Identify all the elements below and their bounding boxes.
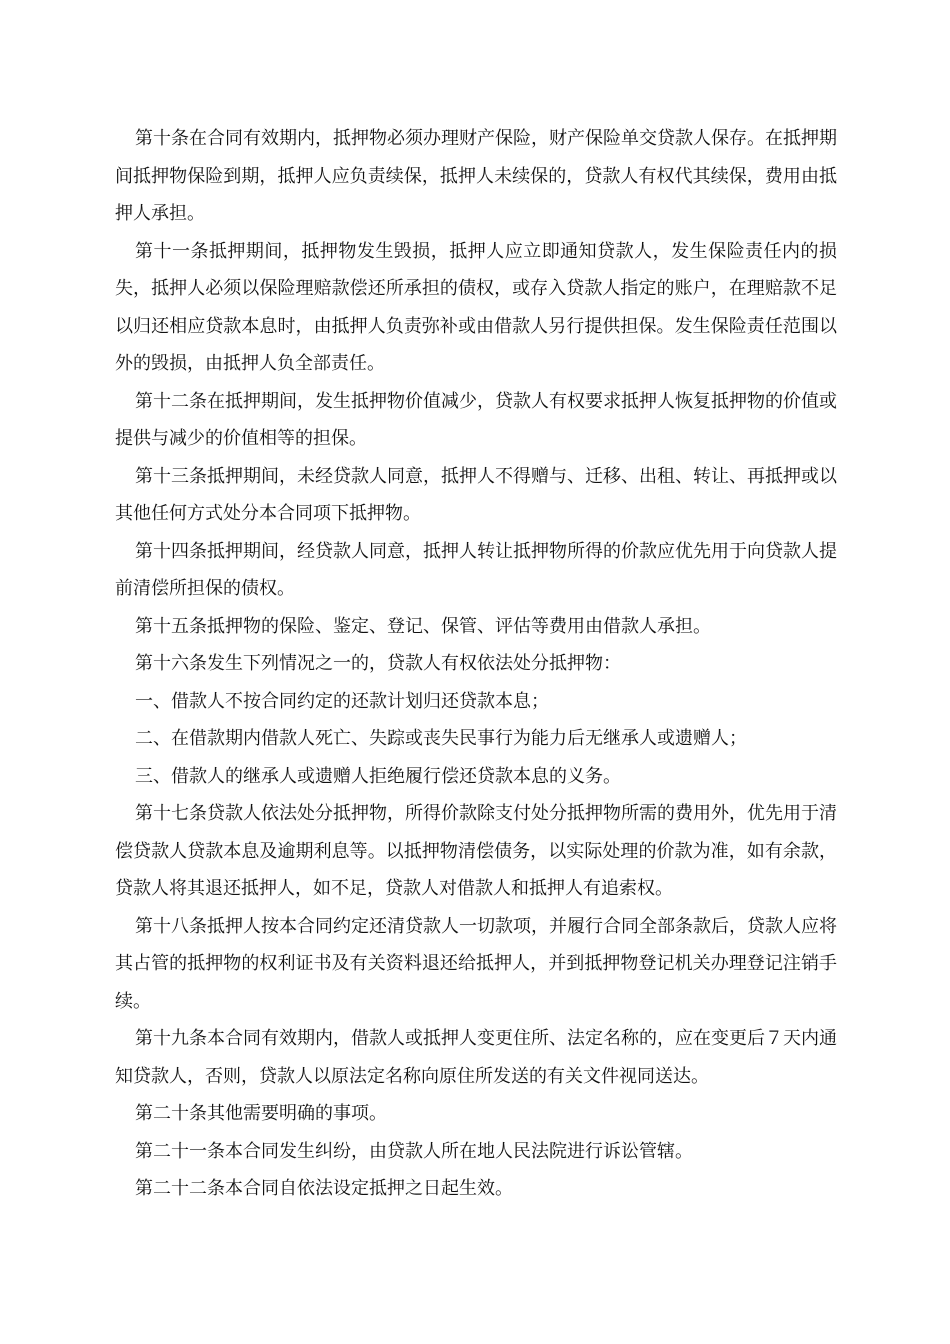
clause-11-paragraph: 第十一条抵押期间，抵押物发生毁损，抵押人应立即通知贷款人，发生保险责任内的损失，抵押人必须以保险理赔款偿还所承担的债权，或存入贷款人指定的账户，在理赔款不足以归还相应贷款本息时，由抵押人负责弥补或由借款人另行提供担保。发生保险责任范围以外的毁损，由抵押人负全部责任。 <box>115 240 837 374</box>
clause-22-paragraph: 第二十二条本合同自依法设定抵押之日起生效。 <box>135 1178 513 1199</box>
clause-12-paragraph: 第十二条在抵押期间，发生抵押物价值减少，贷款人有权要求抵押人恢复抵押物的价值或提供与减少的价值相等的担保。 <box>115 390 837 449</box>
clause-14-paragraph: 第十四条抵押期间，经贷款人同意，抵押人转让抵押物所得的价款应优先用于向贷款人提前清偿所担保的债权。 <box>115 540 837 599</box>
clause-16-item-3: 三、借款人的继承人或遗赠人拒绝履行偿还贷款本息的义务。 <box>135 765 621 787</box>
clause-16-item-1: 一、借款人不按合同约定的还款计划归还贷款本息； <box>135 690 549 712</box>
clause-19-paragraph: 第十九条本合同有效期内，借款人或抵押人变更住所、法定名称的，应在变更后７天内通知贷款人，否则，贷款人以原法定名称向原住所发送的有关文件视同送达。 <box>115 1028 837 1087</box>
document-body <box>115 120 837 1208</box>
clause-15-paragraph: 第十五条抵押物的保险、鉴定、登记、保管、评估等费用由借款人承担。 <box>135 615 711 637</box>
clause-16-item-2: 二、在借款期内借款人死亡、失踪或丧失民事行为能力后无继承人或遗赠人； <box>135 728 747 749</box>
clause-13-paragraph: 第十三条抵押期间，未经贷款人同意，抵押人不得赠与、迁移、出租、转让、再抵押或以其他任何方式处分本合同项下抵押物。 <box>115 465 837 524</box>
clause-18-paragraph: 第十八条抵押人按本合同约定还清贷款人一切款项，并履行合同全部条款后，贷款人应将其占管的抵押物的权利证书及有关资料退还给抵押人，并到抵押物登记机关办理登记注销手续。 <box>115 915 837 1012</box>
clause-20-paragraph: 第二十条其他需要明确的事项。 <box>135 1103 387 1124</box>
clause-16-paragraph: 第十六条发生下列情况之一的，贷款人有权依法处分抵押物： <box>135 653 621 674</box>
clause-10-paragraph: 第十条在合同有效期内，抵押物必须办理财产保险，财产保险单交贷款人保存。在抵押期间抵押物保险到期，抵押人应负责续保，抵押人未续保的，贷款人有权代其续保，费用由抵押人承担。 <box>115 128 837 224</box>
clause-21-paragraph: 第二十一条本合同发生纠纷，由贷款人所在地人民法院进行诉讼管辖。 <box>135 1140 693 1162</box>
clause-17-paragraph: 第十七条贷款人依法处分抵押物，所得价款除支付处分抵押物所需的费用外，优先用于清偿贷款人贷款本息及逾期利息等。以抵押物清偿债务，以实际处理的价款为准，如有余款，贷款人将其退还抵押人，如不足，贷款人对借款人和抵押人有追索权。 <box>115 803 837 899</box>
